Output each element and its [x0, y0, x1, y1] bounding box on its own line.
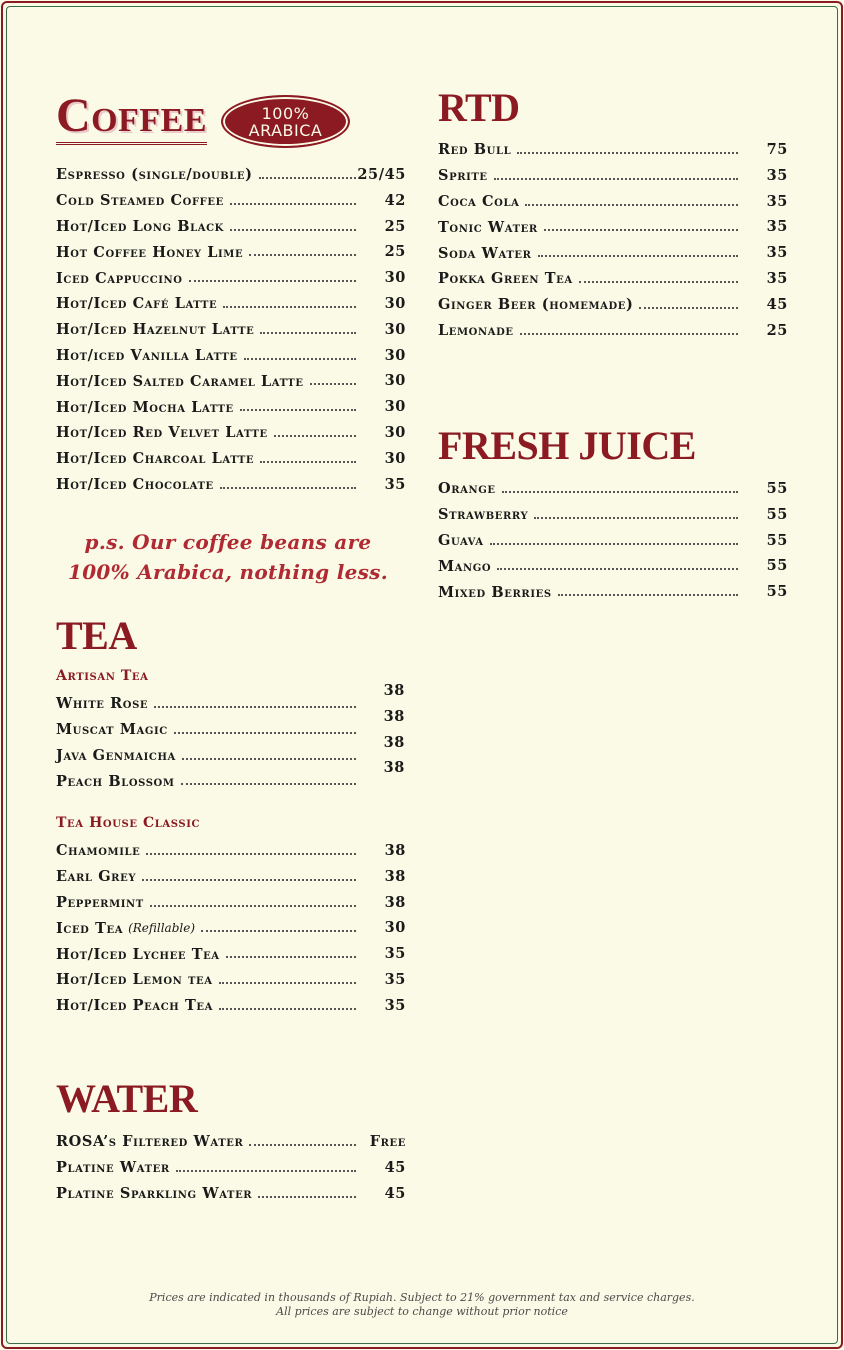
menu-item-name: Sprite [438, 167, 488, 185]
dot-leader [558, 594, 738, 596]
menu-item [438, 318, 788, 344]
menu-item-name: Cold Steamed Coffee [56, 192, 224, 210]
menu-item-name: Tonic Water [438, 218, 538, 236]
menu-item [56, 1181, 406, 1207]
menu-item-name: Iced Tea [56, 919, 124, 937]
menu-item-price: 30 [384, 372, 406, 390]
menu-item-note: (Refillable) [128, 921, 196, 936]
menu-item-price: 30 [384, 398, 406, 416]
menu-item-price: 35 [766, 218, 788, 236]
dot-leader [520, 333, 738, 335]
classic-tea-list [56, 838, 406, 1019]
tea-house-classic-label: Tea House Classic [56, 815, 201, 831]
artisan-tea-prices [380, 682, 405, 785]
dot-leader [494, 178, 738, 180]
menu-item [438, 553, 788, 579]
menu-item [56, 472, 406, 498]
dot-leader [201, 930, 356, 932]
menu-item-price: 38 [383, 759, 405, 777]
coffee-note-line1: p.s. Our coffee beans are [84, 530, 372, 554]
dot-leader [220, 487, 356, 489]
dot-leader [244, 358, 356, 360]
dot-leader [525, 204, 738, 206]
badge-line1: 100% [261, 103, 310, 123]
menu-item-name: Mango [438, 557, 492, 575]
menu-item [56, 691, 356, 717]
water-list [56, 1129, 406, 1206]
menu-item-name: Hot/Iced Charcoal Latte [56, 450, 255, 468]
menu-item-price: 55 [766, 583, 788, 601]
dot-leader [310, 383, 356, 385]
menu-item-name: Hot/Iced Chocolate [56, 475, 214, 493]
dot-leader [538, 255, 738, 257]
menu-item-name: Coca Cola [438, 192, 520, 210]
fresh-juice-list [438, 476, 788, 605]
menu-item-price: 30 [384, 294, 406, 312]
dot-leader [260, 461, 356, 463]
dot-leader [146, 853, 356, 855]
menu-item [56, 967, 406, 993]
dot-leader [226, 956, 356, 958]
menu-item-price: 25/45 [357, 166, 406, 183]
menu-item [56, 394, 406, 420]
menu-item-name: Hot/Iced Long Black [56, 217, 224, 235]
menu-item-price: 75 [766, 141, 788, 158]
menu-item-price: 30 [384, 269, 406, 287]
water-heading: WATER [56, 1076, 198, 1121]
dot-leader [259, 177, 356, 179]
menu-item [438, 292, 788, 318]
rtd-list [438, 137, 788, 343]
menu-item-price: 38 [384, 867, 406, 885]
dot-leader [142, 879, 356, 881]
menu-item-name: ROSA’s Filtered Water [56, 1133, 244, 1151]
dot-leader [230, 203, 356, 205]
menu-item-name: Ginger Beer (homemade) [438, 296, 634, 314]
menu-item-name: Muscat Magic [56, 721, 168, 739]
menu-item [56, 838, 406, 864]
menu-item-name: Red Bull [438, 141, 512, 159]
dot-leader [544, 229, 738, 231]
menu-item [56, 717, 356, 743]
menu-item-price: 30 [384, 919, 406, 937]
dot-leader [240, 409, 356, 411]
fresh-juice-heading: FRESH JUICE [438, 423, 696, 468]
menu-item [56, 1129, 406, 1155]
menu-item [438, 214, 788, 240]
menu-item-name: Hot/Iced Lychee Tea [56, 945, 220, 963]
coffee-list [56, 162, 406, 497]
menu-item-price: 25 [384, 217, 406, 235]
coffee-heading: Coffee [56, 92, 207, 145]
dot-leader [219, 1008, 356, 1010]
dot-leader [579, 281, 738, 283]
menu-item-name: Peach Blossom [56, 772, 175, 790]
menu-item-name: Lemonade [438, 321, 514, 339]
menu-item-name: Iced Cappuccino [56, 269, 183, 287]
menu-item-price: 35 [766, 269, 788, 287]
menu-item [56, 915, 406, 941]
menu-item-price: 35 [384, 996, 406, 1014]
menu-item [438, 476, 788, 502]
menu-item [438, 528, 788, 554]
badge-line2: ARABICA [248, 120, 323, 140]
menu-item-name: Strawberry [438, 506, 529, 524]
menu-item [56, 368, 406, 394]
menu-item-name: Espresso (single/double) [56, 166, 253, 184]
menu-item-price: 55 [766, 531, 788, 549]
menu-item-name: Hot/Iced Hazelnut Latte [56, 321, 255, 339]
artisan-tea-list [56, 691, 356, 794]
rtd-heading: RTD [438, 85, 520, 130]
menu-item-price: 55 [766, 557, 788, 575]
menu-item-name: Hot/Iced Peach Tea [56, 997, 213, 1015]
menu-item [56, 420, 406, 446]
menu-item-price: 25 [384, 243, 406, 261]
menu-item-price: 35 [384, 970, 406, 988]
dot-leader [189, 280, 356, 282]
menu-item-price: 30 [384, 423, 406, 441]
menu-item [438, 240, 788, 266]
menu-item-price: 35 [766, 166, 788, 184]
dot-leader [497, 568, 738, 570]
menu-item-name: Platine Sparkling Water [56, 1184, 253, 1202]
dot-leader [182, 758, 356, 760]
menu-item-price: 30 [384, 346, 406, 364]
menu-item-name: Hot/Iced Red Velvet Latte [56, 424, 268, 442]
menu-item [56, 890, 406, 916]
menu-item-name: Platine Water [56, 1159, 170, 1177]
menu-item-price: 45 [766, 295, 788, 313]
dot-leader [150, 905, 356, 907]
menu-item [56, 941, 406, 967]
menu-item-name: Peppermint [56, 893, 144, 911]
dot-leader [517, 152, 738, 154]
menu-item-name: Hot/Iced Salted Caramel Latte [56, 372, 304, 390]
menu-item-name: Guava [438, 531, 484, 549]
dot-leader [230, 229, 356, 231]
menu-item [438, 579, 788, 605]
menu-item-price: 38 [383, 682, 405, 699]
menu-item-name: Hot Coffee Honey Lime [56, 243, 244, 261]
dot-leader [260, 332, 356, 334]
menu-item-price: 35 [766, 192, 788, 210]
menu-item [438, 163, 788, 189]
menu-item-price: 35 [766, 244, 788, 262]
menu-item [56, 265, 406, 291]
menu-item [56, 162, 406, 188]
dot-leader [219, 982, 356, 984]
dot-leader [534, 517, 738, 519]
menu-item-price: 38 [383, 733, 405, 751]
dot-leader [174, 732, 356, 734]
menu-item-name: Soda Water [438, 244, 532, 262]
menu-item-name: Orange [438, 480, 496, 498]
menu-item [56, 291, 406, 317]
menu-item [56, 188, 406, 214]
menu-item-price: 42 [384, 191, 406, 209]
menu-item [438, 189, 788, 215]
menu-item-price: 38 [383, 707, 405, 725]
dot-leader [176, 1170, 356, 1172]
menu-item-price: 55 [766, 505, 788, 523]
menu-item-price: 45 [384, 1184, 406, 1202]
menu-item-price: 45 [384, 1158, 406, 1176]
dot-leader [223, 306, 356, 308]
menu-item-price: 30 [384, 320, 406, 338]
menu-item [56, 993, 406, 1019]
coffee-note-line2: 100% Arabica, nothing less. [67, 560, 389, 584]
dot-leader [154, 706, 356, 708]
menu-item-name: Earl Grey [56, 868, 137, 886]
menu-item [438, 266, 788, 292]
menu-item-name: Hot/Iced Lemon tea [56, 971, 213, 989]
menu-item [56, 864, 406, 890]
tea-heading: TEA [56, 613, 137, 658]
menu-item-price: 30 [384, 449, 406, 467]
menu-item-name: White Rose [56, 695, 149, 713]
menu-item-name: Java Genmaicha [56, 746, 176, 764]
menu-item-name: Hot/Iced Mocha Latte [56, 398, 234, 416]
menu-item [56, 317, 406, 343]
menu-item [56, 1155, 406, 1181]
menu-item [56, 239, 406, 265]
menu-item-price: 35 [384, 475, 406, 493]
menu-item-name: Hot/Iced Café Latte [56, 295, 218, 313]
dot-leader [258, 1196, 356, 1198]
menu-item [438, 137, 788, 163]
footer-line1: Prices are indicated in thousands of Rupiah. Subject to 21% government tax and service charges. [149, 1291, 695, 1304]
menu-item-price: 38 [384, 842, 406, 859]
footer-line2: All prices are subject to change without prior notice [276, 1305, 568, 1318]
menu-item-price: 35 [384, 945, 406, 963]
dot-leader [274, 435, 356, 437]
dot-leader [490, 543, 738, 545]
menu-item [56, 343, 406, 369]
footer-note [0, 1291, 844, 1319]
menu-item-name: Pokka Green Tea [438, 270, 573, 288]
menu-item-name: Hot/iced Vanilla Latte [56, 346, 238, 364]
artisan-tea-label: Artisan Tea [56, 668, 149, 684]
menu-item-price: 55 [766, 480, 788, 497]
arabica-badge [221, 95, 350, 148]
menu-item [56, 214, 406, 240]
dot-leader [502, 491, 738, 493]
dot-leader [639, 307, 738, 309]
dot-leader [181, 783, 356, 785]
menu-item-name: Mixed Berries [438, 583, 552, 601]
menu-item-price: 38 [384, 893, 406, 911]
menu-item [438, 502, 788, 528]
menu-item [56, 743, 356, 769]
menu-item [56, 446, 406, 472]
menu-item-price: 25 [766, 321, 788, 339]
menu-item-name: Chamomile [56, 842, 141, 860]
dot-leader [249, 254, 356, 256]
coffee-note [58, 527, 398, 587]
menu-item-price: Free [369, 1133, 406, 1150]
menu-item [56, 768, 356, 794]
dot-leader [249, 1144, 356, 1146]
